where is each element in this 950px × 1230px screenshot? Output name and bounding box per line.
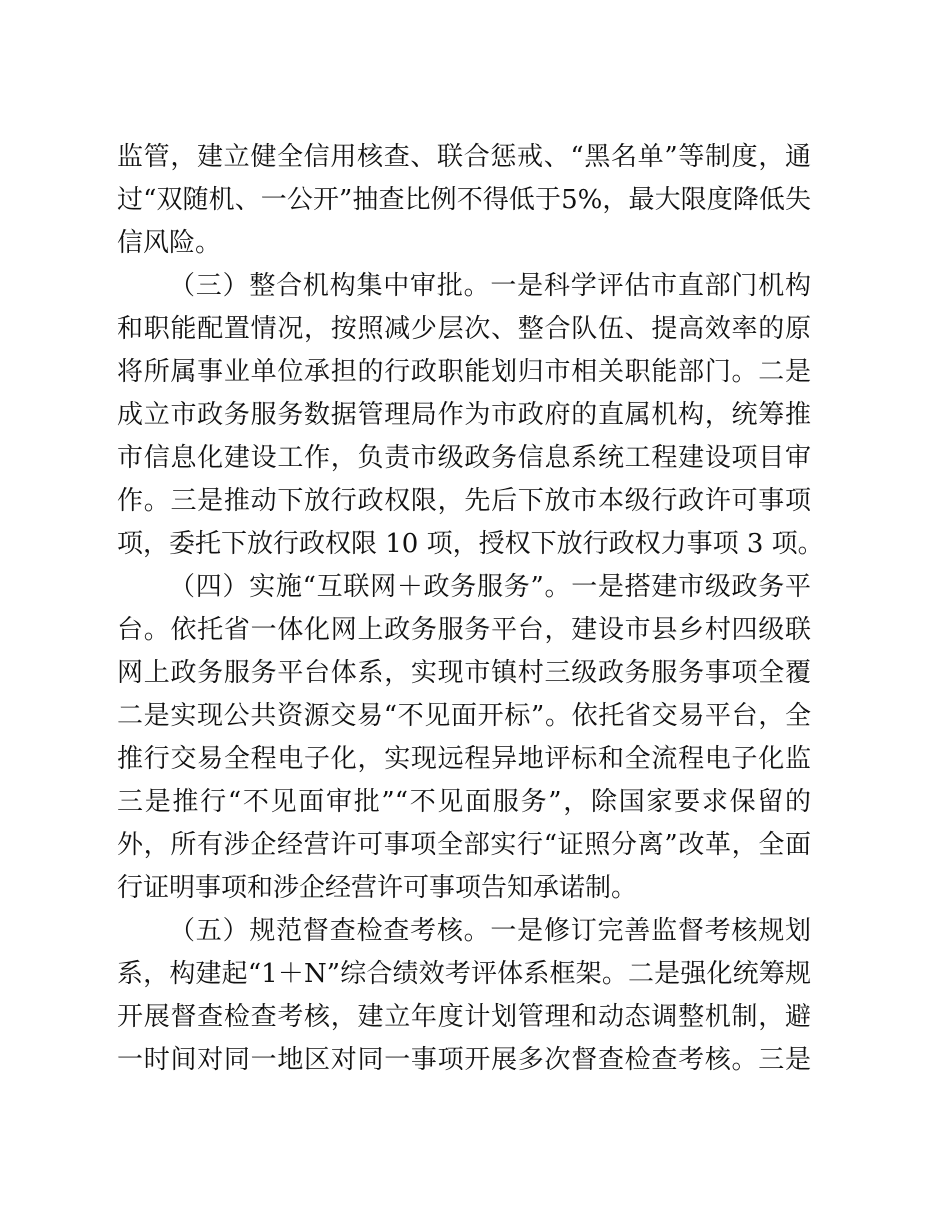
text-line: 信风险。 [117, 228, 222, 258]
text-line: 网上政务服务平台体系，实现市镇村三级政务服务事项全覆 [117, 658, 811, 688]
text-line: 市信息化建设工作，负责市级政务信息系统工程建设项目审 [117, 443, 811, 473]
text-line: 推行交易全程电子化，实现远程异地评标和全流程电子化监 [117, 744, 811, 774]
text-line: 开展督查检查考核，建立年度计划管理和动态调整机制，避 [117, 1002, 811, 1032]
text-line: 将所属事业单位承担的行政职能划归市相关职能部门。二是 [117, 357, 811, 387]
document-body [117, 136, 824, 1082]
paragraph-heading-line: （五）规范督查检查考核。一是修订完善监督考核规划 [169, 916, 811, 946]
text-line: 外，所有涉企经营许可事项全部实行“证照分离”改革，全面 [117, 830, 811, 860]
text-line: 台。依托省一体化网上政务服务平台，建设市县乡村四级联 [117, 615, 811, 645]
text-line: 监管，建立健全信用核查、联合惩戒、“黑名单”等制度，通 [117, 142, 811, 172]
text-line: 作。三是推动下放行政权限，先后下放市本级行政许可事项 [117, 486, 811, 516]
text-line: 行证明事项和涉企经营许可事项告知承诺制。 [117, 873, 638, 903]
text-line: 三是推行“不见面审批”“不见面服务”，除国家要求保留的 [117, 787, 811, 817]
paragraph-heading-line: （四）实施“互联网＋政务服务”。一是搭建市级政务平 [169, 572, 811, 602]
paragraph-heading-line: （三）整合机构集中审批。一是科学评估市直部门机构 [169, 271, 811, 301]
text-line: 成立市政务服务数据管理局作为市政府的直属机构，统筹推 [117, 400, 811, 430]
text-line: 二是实现公共资源交易“不见面开标”。依托省交易平台，全 [117, 701, 811, 731]
text-line: 过“双随机、一公开”抽查比例不得低于5%，最大限度降低失 [117, 185, 811, 215]
text-line: 系，构建起“1＋N”综合绩效考评体系框架。二是强化统筹规 [117, 959, 811, 989]
text-line: 和职能配置情况，按照减少层次、整合队伍、提高效率的原 [117, 314, 811, 344]
text-line: 项，委托下放行政权限 10 项，授权下放行政权力事项 3 项。 [117, 529, 824, 559]
text-line: 一时间对同一地区对同一事项开展多次督查检查考核。三是 [117, 1045, 811, 1075]
